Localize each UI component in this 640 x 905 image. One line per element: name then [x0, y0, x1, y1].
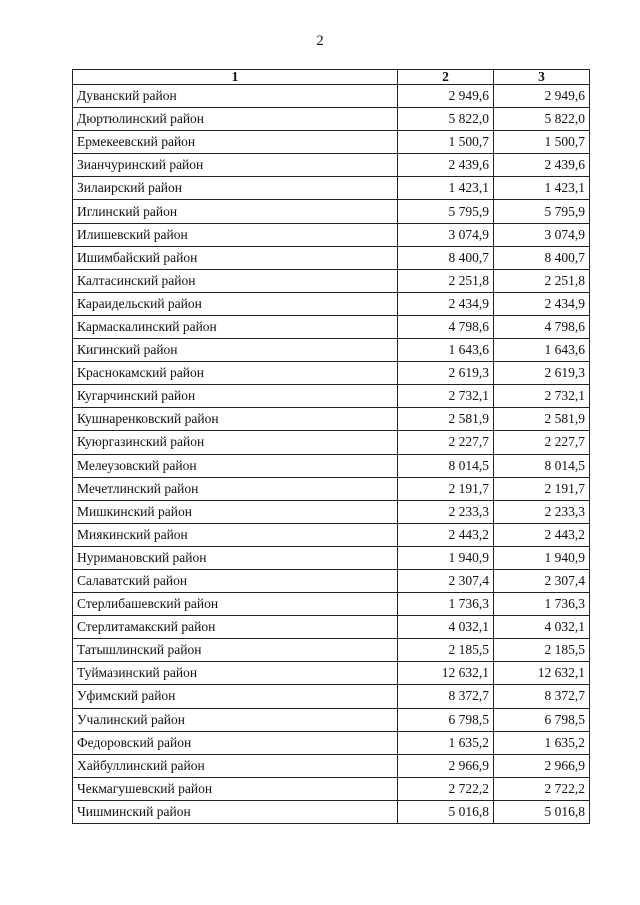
table-row: [73, 385, 590, 408]
value-col2-cell: 2 722,2: [398, 777, 494, 800]
table-row: [73, 131, 590, 154]
page-number: 2: [316, 33, 324, 49]
district-name-cell: Илишевский район: [73, 223, 398, 246]
value-col3-cell: 2 619,3: [494, 362, 590, 385]
table-row: [73, 546, 590, 569]
value-col3-cell: 8 400,7: [494, 246, 590, 269]
table-row: [73, 339, 590, 362]
district-name-cell: Кармаскалинский район: [73, 315, 398, 338]
table-row: [73, 154, 590, 177]
table-row: [73, 593, 590, 616]
value-col2-cell: 4 798,6: [398, 315, 494, 338]
table-row: [73, 408, 590, 431]
district-name-cell: Чишминский район: [73, 800, 398, 823]
district-name-cell: Кигинский район: [73, 339, 398, 362]
value-col2-cell: 2 966,9: [398, 754, 494, 777]
district-name-cell: Стерлибашевский район: [73, 593, 398, 616]
value-col2-cell: 1 643,6: [398, 339, 494, 362]
value-col3-cell: 8 372,7: [494, 685, 590, 708]
table-row: [73, 754, 590, 777]
table-row: [73, 85, 590, 108]
value-col2-cell: 2 233,3: [398, 500, 494, 523]
budget-table: [72, 69, 590, 824]
value-col3-cell: 2 949,6: [494, 85, 590, 108]
value-col3-cell: 2 722,2: [494, 777, 590, 800]
column-header-3: 3: [494, 70, 590, 85]
value-col2-cell: 1 940,9: [398, 546, 494, 569]
value-col3-cell: 3 074,9: [494, 223, 590, 246]
value-col2-cell: 1 635,2: [398, 731, 494, 754]
district-name-cell: Дюртюлинский район: [73, 108, 398, 131]
district-name-cell: Чекмагушевский район: [73, 777, 398, 800]
table-row: [73, 292, 590, 315]
table-row: [73, 108, 590, 131]
district-name-cell: Мечетлинский район: [73, 477, 398, 500]
district-name-cell: Дуванский район: [73, 85, 398, 108]
value-col3-cell: 2 233,3: [494, 500, 590, 523]
value-col3-cell: 12 632,1: [494, 662, 590, 685]
district-name-cell: Нуримановский район: [73, 546, 398, 569]
value-col3-cell: 2 251,8: [494, 269, 590, 292]
table-row: [73, 777, 590, 800]
value-col3-cell: 5 795,9: [494, 200, 590, 223]
table-row: [73, 708, 590, 731]
value-col2-cell: 2 307,4: [398, 569, 494, 592]
value-col2-cell: 12 632,1: [398, 662, 494, 685]
district-name-cell: Куюргазинский район: [73, 431, 398, 454]
district-name-cell: Миякинский район: [73, 523, 398, 546]
value-col2-cell: 2 732,1: [398, 385, 494, 408]
table-row: [73, 269, 590, 292]
value-col3-cell: 1 423,1: [494, 177, 590, 200]
value-col2-cell: 4 032,1: [398, 616, 494, 639]
value-col2-cell: 2 619,3: [398, 362, 494, 385]
district-name-cell: Краснокамский район: [73, 362, 398, 385]
value-col2-cell: 1 500,7: [398, 131, 494, 154]
value-col3-cell: 1 643,6: [494, 339, 590, 362]
table-row: [73, 500, 590, 523]
district-name-cell: Караидельский район: [73, 292, 398, 315]
value-col3-cell: 4 032,1: [494, 616, 590, 639]
district-name-cell: Мелеузовский район: [73, 454, 398, 477]
value-col2-cell: 8 014,5: [398, 454, 494, 477]
table-row: [73, 685, 590, 708]
district-name-cell: Федоровский район: [73, 731, 398, 754]
district-name-cell: Калтасинский район: [73, 269, 398, 292]
value-col3-cell: 2 191,7: [494, 477, 590, 500]
table-row: [73, 431, 590, 454]
value-col3-cell: 1 940,9: [494, 546, 590, 569]
table-row: [73, 800, 590, 823]
district-name-cell: Туймазинский район: [73, 662, 398, 685]
table-row: [73, 477, 590, 500]
column-header-1: 1: [73, 70, 398, 85]
district-name-cell: Ишимбайский район: [73, 246, 398, 269]
table-body: [73, 85, 590, 824]
table-row: [73, 731, 590, 754]
district-name-cell: Учалинский район: [73, 708, 398, 731]
district-name-cell: Стерлитамакский район: [73, 616, 398, 639]
value-col2-cell: 2 185,5: [398, 639, 494, 662]
value-col2-cell: 5 016,8: [398, 800, 494, 823]
district-name-cell: Мишкинский район: [73, 500, 398, 523]
table-row: [73, 200, 590, 223]
value-col2-cell: 2 227,7: [398, 431, 494, 454]
district-name-cell: Ермекеевский район: [73, 131, 398, 154]
value-col2-cell: 6 798,5: [398, 708, 494, 731]
value-col3-cell: 5 822,0: [494, 108, 590, 131]
value-col2-cell: 2 439,6: [398, 154, 494, 177]
value-col3-cell: 8 014,5: [494, 454, 590, 477]
table-row: [73, 223, 590, 246]
value-col3-cell: 2 443,2: [494, 523, 590, 546]
district-name-cell: Зианчуринский район: [73, 154, 398, 177]
table-row: [73, 177, 590, 200]
value-col3-cell: 2 185,5: [494, 639, 590, 662]
table-row: [73, 616, 590, 639]
value-col3-cell: 2 307,4: [494, 569, 590, 592]
district-name-cell: Салаватский район: [73, 569, 398, 592]
table-row: [73, 362, 590, 385]
district-name-cell: Зилаирский район: [73, 177, 398, 200]
table-row: [73, 639, 590, 662]
table-row: [73, 246, 590, 269]
value-col2-cell: 8 372,7: [398, 685, 494, 708]
district-name-cell: Кушнаренковский район: [73, 408, 398, 431]
value-col2-cell: 5 822,0: [398, 108, 494, 131]
district-name-cell: Уфимский район: [73, 685, 398, 708]
value-col2-cell: 2 191,7: [398, 477, 494, 500]
value-col3-cell: 4 798,6: [494, 315, 590, 338]
district-name-cell: Татышлинский район: [73, 639, 398, 662]
value-col3-cell: 1 635,2: [494, 731, 590, 754]
value-col3-cell: 1 736,3: [494, 593, 590, 616]
value-col3-cell: 2 966,9: [494, 754, 590, 777]
column-header-2: 2: [398, 70, 494, 85]
value-col3-cell: 2 439,6: [494, 154, 590, 177]
value-col2-cell: 2 949,6: [398, 85, 494, 108]
value-col3-cell: 2 434,9: [494, 292, 590, 315]
value-col2-cell: 1 736,3: [398, 593, 494, 616]
value-col2-cell: 8 400,7: [398, 246, 494, 269]
table-row: [73, 523, 590, 546]
value-col2-cell: 2 443,2: [398, 523, 494, 546]
value-col2-cell: 2 251,8: [398, 269, 494, 292]
value-col3-cell: 5 016,8: [494, 800, 590, 823]
value-col3-cell: 2 227,7: [494, 431, 590, 454]
value-col2-cell: 2 581,9: [398, 408, 494, 431]
value-col3-cell: 6 798,5: [494, 708, 590, 731]
value-col3-cell: 1 500,7: [494, 131, 590, 154]
table-header-row: [73, 70, 590, 85]
value-col2-cell: 5 795,9: [398, 200, 494, 223]
value-col3-cell: 2 732,1: [494, 385, 590, 408]
value-col2-cell: 3 074,9: [398, 223, 494, 246]
table-row: [73, 569, 590, 592]
value-col2-cell: 1 423,1: [398, 177, 494, 200]
value-col3-cell: 2 581,9: [494, 408, 590, 431]
table-row: [73, 454, 590, 477]
value-col2-cell: 2 434,9: [398, 292, 494, 315]
table-row: [73, 315, 590, 338]
district-name-cell: Кугарчинский район: [73, 385, 398, 408]
district-name-cell: Иглинский район: [73, 200, 398, 223]
district-name-cell: Хайбуллинский район: [73, 754, 398, 777]
table-row: [73, 662, 590, 685]
